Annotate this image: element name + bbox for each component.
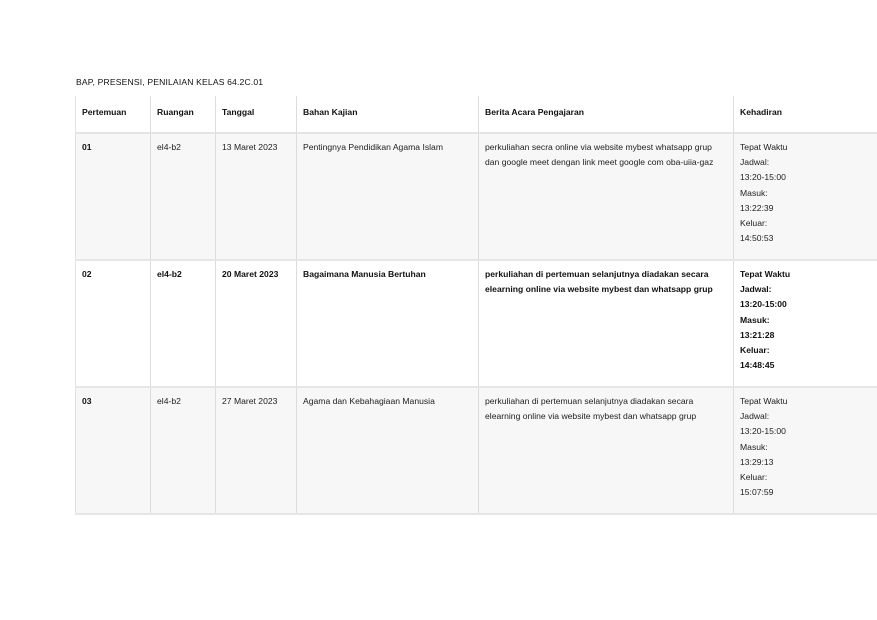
kehadiran-keluar: 15:07:59 bbox=[740, 487, 774, 498]
kehadiran-keluar: 14:50:53 bbox=[740, 233, 774, 244]
table-header-row bbox=[76, 96, 877, 133]
kehadiran-keluar-label: Keluar: bbox=[740, 472, 768, 483]
cell-berita-acara bbox=[479, 260, 734, 387]
table-row bbox=[76, 260, 877, 387]
kehadiran-status: Tepat Waktu bbox=[740, 269, 791, 279]
header-tanggal: Tanggal bbox=[216, 96, 297, 133]
kehadiran-masuk-label: Masuk: bbox=[740, 314, 770, 325]
header-bahan-kajian: Bahan Kajian bbox=[297, 96, 479, 133]
cell-pertemuan: 01 bbox=[76, 133, 151, 260]
kehadiran-masuk: 13:29:13 bbox=[740, 456, 774, 467]
table-row bbox=[76, 387, 877, 514]
cell-bahan-kajian: Bagaimana Manusia Bertuhan bbox=[297, 260, 479, 387]
kehadiran-jadwal: 13:20-15:00 bbox=[740, 426, 786, 437]
header-pertemuan: Pertemuan bbox=[76, 96, 151, 133]
cell-berita-acara bbox=[479, 387, 734, 514]
cell-ruangan: el4-b2 bbox=[151, 133, 216, 260]
header-ruangan: Ruangan bbox=[151, 96, 216, 133]
cell-bahan-kajian: Agama dan Kebahagiaan Manusia bbox=[297, 387, 479, 514]
cell-ruangan: el4-b2 bbox=[151, 260, 216, 387]
kehadiran-keluar-label: Keluar: bbox=[740, 218, 768, 229]
kehadiran-status: Tepat Waktu bbox=[740, 142, 788, 152]
kehadiran-masuk-label: Masuk: bbox=[740, 441, 768, 452]
kehadiran-keluar: 14:48:45 bbox=[740, 360, 775, 371]
cell-kehadiran bbox=[734, 133, 877, 260]
kehadiran-jadwal-label: Jadwal: bbox=[740, 284, 772, 295]
cell-tanggal: 20 Maret 2023 bbox=[216, 260, 297, 387]
cell-pertemuan: 03 bbox=[76, 387, 151, 514]
attendance-table bbox=[75, 96, 877, 515]
table-row bbox=[76, 133, 877, 260]
kehadiran-masuk: 13:22:39 bbox=[740, 202, 774, 213]
kehadiran-jadwal-label: Jadwal: bbox=[740, 411, 770, 422]
cell-tanggal: 13 Maret 2023 bbox=[216, 133, 297, 260]
cell-berita-acara bbox=[479, 133, 734, 260]
berita-acara-text: perkuliahan secra online via website mybest whatsapp grup dan google meet dengan link meet google com oba-uiia-gaz bbox=[485, 142, 714, 168]
kehadiran-masuk-label: Masuk: bbox=[740, 187, 768, 198]
cell-kehadiran bbox=[734, 387, 877, 514]
cell-kehadiran bbox=[734, 260, 877, 387]
document-title: BAP, PRESENSI, PENILAIAN KELAS 64.2C.01 bbox=[76, 77, 264, 87]
kehadiran-jadwal: 13:20-15:00 bbox=[740, 172, 786, 183]
kehadiran-masuk: 13:21:28 bbox=[740, 329, 775, 340]
berita-acara-text: perkuliahan di pertemuan selanjutnya diadakan secara elearning online via website mybest dan whatsapp grup bbox=[485, 396, 697, 422]
header-berita-acara: Berita Acara Pengajaran bbox=[479, 96, 734, 133]
kehadiran-status: Tepat Waktu bbox=[740, 396, 788, 406]
cell-pertemuan: 02 bbox=[76, 260, 151, 387]
cell-tanggal: 27 Maret 2023 bbox=[216, 387, 297, 514]
cell-bahan-kajian: Pentingnya Pendidikan Agama Islam bbox=[297, 133, 479, 260]
kehadiran-keluar-label: Keluar: bbox=[740, 345, 770, 356]
kehadiran-jadwal-label: Jadwal: bbox=[740, 157, 770, 168]
kehadiran-jadwal: 13:20-15:00 bbox=[740, 299, 787, 310]
header-kehadiran: Kehadiran bbox=[734, 96, 877, 133]
cell-ruangan: el4-b2 bbox=[151, 387, 216, 514]
berita-acara-text: perkuliahan di pertemuan selanjutnya diadakan secara elearning online via website mybest dan whatsapp grup bbox=[485, 269, 713, 295]
